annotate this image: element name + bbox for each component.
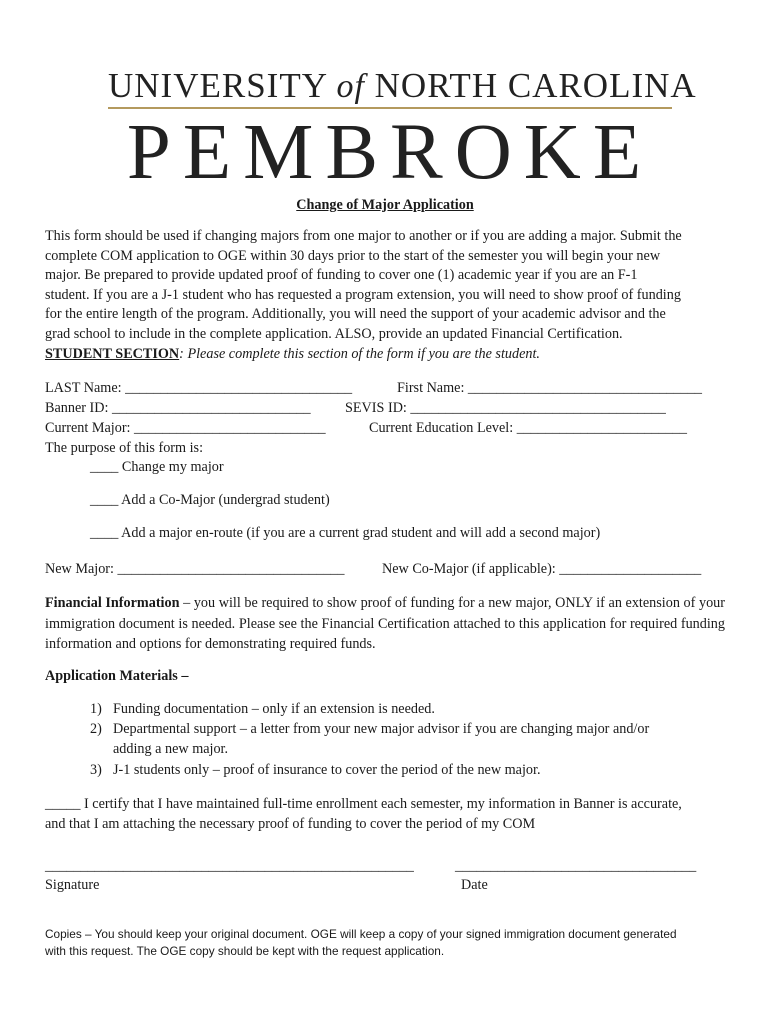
purpose-label: The purpose of this form is:	[45, 440, 204, 456]
wordmark-university: UNIVERSITY	[108, 66, 327, 105]
intro-line: student. If you are a J-1 student who has requested a program extension, you will need to show proof of funding	[45, 286, 681, 303]
intro-line: This form should be used if changing majors from one major to another or if you are adding a major. Submit the	[45, 228, 682, 244]
financial-heading: Financial Information	[45, 595, 180, 611]
materials-item-num: 1)	[90, 701, 102, 717]
intro-line: complete COM application to OGE within 30 days prior to the start of the semester you will begin your new	[45, 247, 661, 264]
option-add-major-en-route[interactable]: ____ Add a major en-route (if you are a current grad student and will add a second major)	[90, 525, 601, 541]
university-wordmark	[108, 66, 697, 106]
signature-label: Signature	[45, 877, 100, 893]
materials-item: J-1 students only – proof of insurance to cover the period of the new major.	[113, 762, 541, 778]
new-major-field[interactable]: New Major: ________________________________	[45, 561, 345, 577]
wordmark-north-carolina: NORTH CAROLINA	[374, 66, 697, 105]
intro-paragraph	[45, 227, 735, 364]
wordmark-of: of	[336, 68, 365, 105]
copies-note-line: with this request. The OGE copy should be kept with the request application.	[45, 944, 445, 958]
materials-item: Departmental support – a letter from your new major advisor if you are changing major and/or	[113, 721, 650, 737]
date-label: Date	[461, 877, 488, 893]
materials-item-continuation: adding a new major.	[113, 741, 229, 757]
student-section-heading: STUDENT SECTION	[45, 345, 180, 362]
intro-line: grad school to include in the complete application. ALSO, provide an updated Financial Certification.	[45, 325, 623, 342]
certify-line[interactable]: _____ I certify that I have maintained full-time enrollment each semester, my information in Banner is accurate,	[45, 796, 682, 812]
materials-item: Funding documentation – only if an extension is needed.	[113, 701, 435, 717]
intro-line: for the entire length of the program. Additionally, you will need the support of your academic advisor and the	[45, 306, 666, 323]
financial-information	[45, 593, 725, 655]
student-section-instruction: : Please complete this section of the form if you are the student.	[179, 345, 540, 362]
page-title: Change of Major Application	[296, 197, 474, 213]
option-add-co-major[interactable]: ____ Add a Co-Major (undergrad student)	[90, 492, 330, 508]
intro-line: major. Be prepared to provide updated proof of funding to cover one (1) academic year if you are an F-1	[45, 267, 638, 284]
materials-item-num: 3)	[90, 762, 102, 778]
current-education-level-field[interactable]: Current Education Level: ________________________	[369, 420, 687, 436]
date-line[interactable]: __________________________________	[455, 858, 697, 874]
first-name-field[interactable]: First Name: _________________________________	[397, 380, 703, 396]
certify-line: and that I am attaching the necessary proof of funding to cover the period of my COM	[45, 816, 536, 832]
sevis-id-field[interactable]: SEVIS ID: ____________________________________	[345, 400, 666, 416]
student-section-line	[45, 345, 735, 365]
signature-line[interactable]: ____________________________________________________	[45, 858, 414, 874]
current-major-field[interactable]: Current Major: ___________________________	[45, 420, 326, 436]
financial-text: – you will be required to show proof of funding for a new major, ONLY if an extension of your immigration document is needed. Please see the Financial Certification attached to this application for required funding information and options for demonstrating required funds.	[45, 595, 725, 652]
materials-heading: Application Materials –	[45, 668, 189, 684]
copies-note-line: Copies – You should keep your original document. OGE will keep a copy of your signed immigration document generated	[45, 927, 677, 941]
banner-id-field[interactable]: Banner ID: ____________________________	[45, 400, 311, 416]
last-name-field[interactable]: LAST Name: ________________________________	[45, 380, 353, 396]
wordmark-pembroke: PEMBROKE	[126, 109, 654, 196]
materials-item-num: 2)	[90, 721, 102, 737]
option-change-major[interactable]: ____ Change my major	[90, 459, 224, 475]
new-co-major-field[interactable]: New Co-Major (if applicable): ____________________	[382, 561, 702, 577]
